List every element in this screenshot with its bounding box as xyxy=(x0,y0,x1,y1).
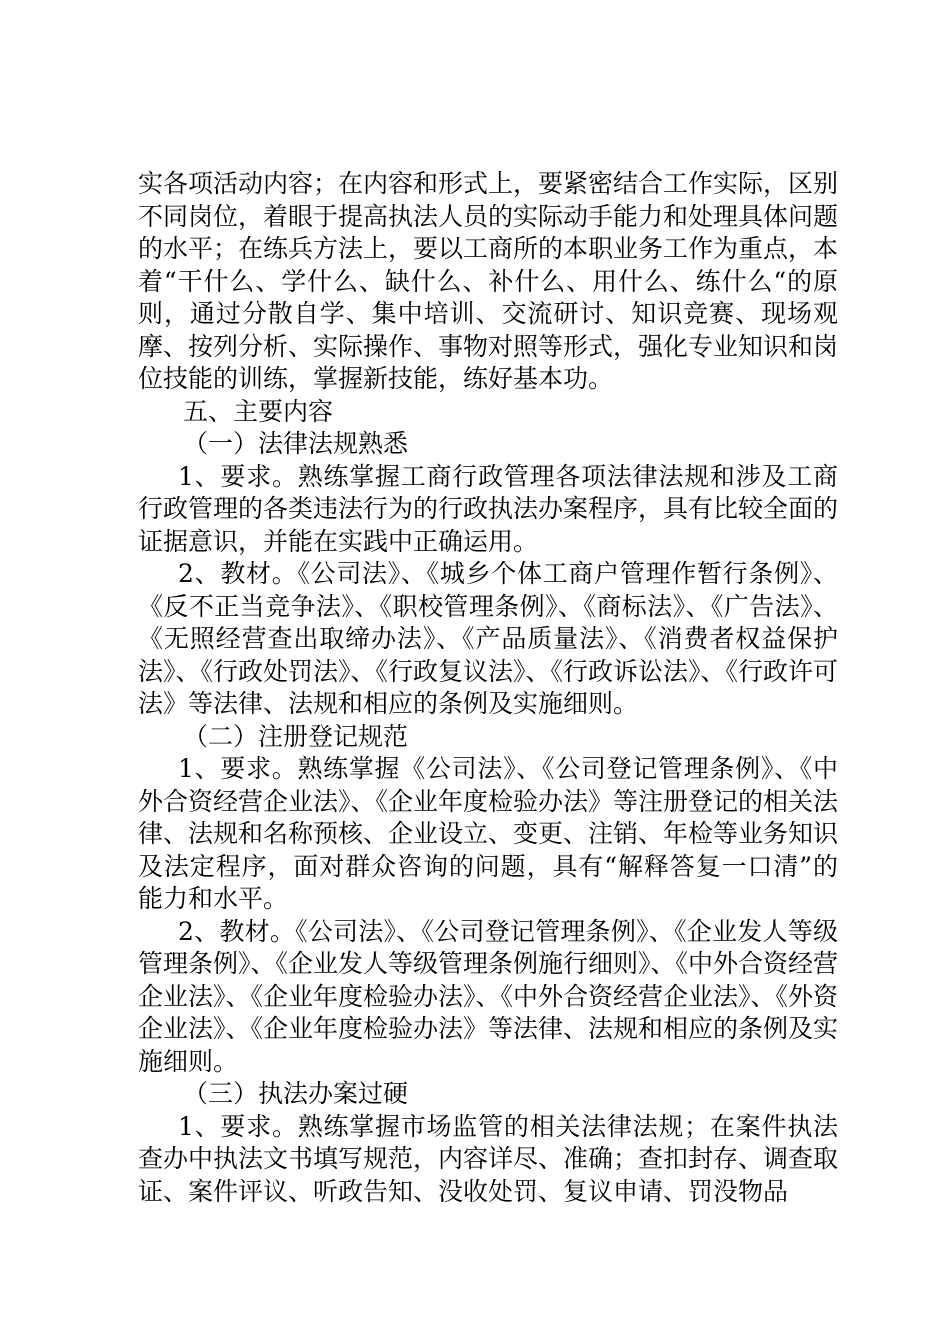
subsection-heading-laws: （一）法律法规熟悉 xyxy=(183,429,409,458)
paragraph-enforcement-requirements: 1、要求。熟练掌握市场监管的相关法律法规；在案件执法查办中执法文书填写规范，内容详尽、准确；查扣封存、调查取证、案件评议、听政告知、没收处罚、复议申请、罚没物品 xyxy=(138,1111,839,1206)
paragraph-registration-requirements: 1、要求。熟练掌握《公司法》、《公司登记管理条例》、《中外合资经营企业法》、《企业年度检验办法》等注册登记的相关法律、法规和名称预核、企业设立、变更、注销、年检等业务知识及法定程序，面对群众咨询的问题，具有“解释答复一口清”的能力和水平。 xyxy=(138,754,839,913)
subsection-heading-registration: （二）注册登记规范 xyxy=(183,721,409,751)
paragraph-registration-materials: 2、教材。《公司法》、《公司登记管理条例》、《企业发人等级管理条例》、《企业发人等级管理条例施行细则》、《中外合资经营企业法》、《企业年度检验办法》、《中外合资经营企业法》、《外资企业法》、《企业年度检验办法》等法律、法规和相应的条例及实施细则。 xyxy=(138,916,839,1076)
paragraph-laws-materials: 2、教材。《公司法》、《城乡个体工商户管理作暂行条例》、《反不正当竞争法》、《职校管理条例》、《商标法》、《广告法》、《无照经营查出取缔办法》、《产品质量法》、《消费者权益保护法》、《行政处罚法》、《行政复议法》、《行政诉讼法》、《行政许可法》等法律、法规和相应的条例及实施细则。 xyxy=(138,559,839,718)
paragraph-training-methods: 实各项活动内容；在内容和形式上，要紧密结合工作实际，区别不同岗位，着眼于提高执法人员的实际动手能力和处理具体问题的水平；在练兵方法上，要以工商所的本职业务工作为重点，本着“干什么、学什么、缺什么、补什么、用什么、练什么“的原则，通过分散自学、集中培训、交流研讨、知识竞赛、现场观摩、按列分析、实际操作、事物对照等形式，强化专业知识和岗位技能的训练，掌握新技能，练好基本功。 xyxy=(138,169,839,393)
paragraph-laws-requirements: 1、要求。熟练掌握工商行政管理各项法律法规和涉及工商行政管理的各类违法行为的行政执法办案程序，具有比较全面的证据意识，并能在实践中正确运用。 xyxy=(138,461,839,556)
document-body xyxy=(138,168,838,1208)
section-heading-main-content: 五、主要内容 xyxy=(183,396,334,426)
subsection-heading-enforcement: （三）执法办案过硬 xyxy=(183,1079,409,1108)
